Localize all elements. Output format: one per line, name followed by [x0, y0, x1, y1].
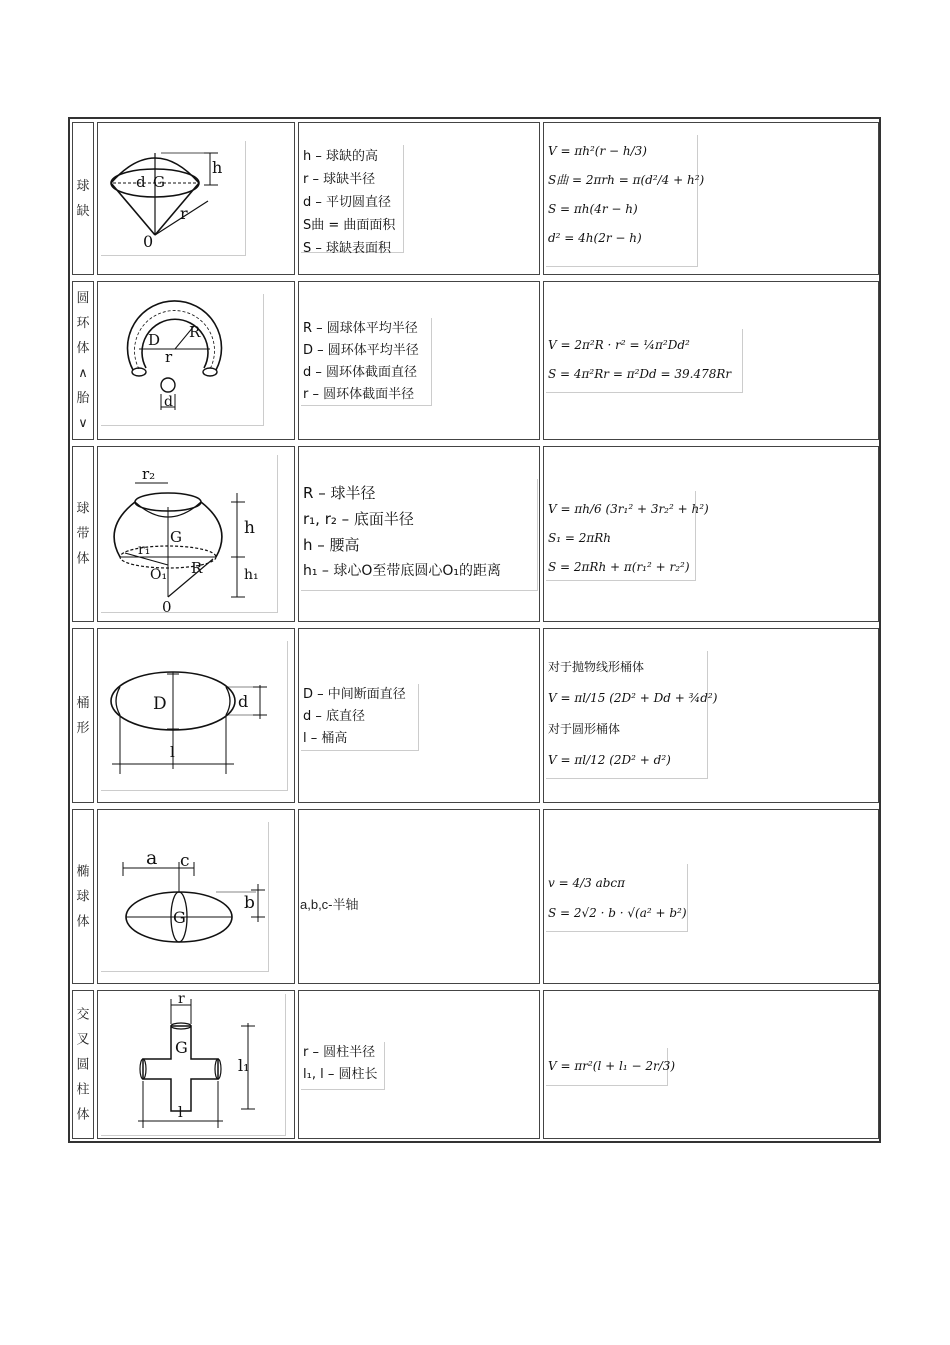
shape-name-cell [72, 628, 94, 803]
figure-cell [97, 990, 295, 1139]
table-row [70, 119, 879, 278]
definition-item: d – 平切圆直径 [303, 195, 392, 210]
barrel-diagram [98, 629, 295, 803]
definition-cell [298, 281, 540, 440]
definition-list [303, 145, 395, 260]
formula-item: S = 4π²Rr = π²Dd = 39.478Rr [548, 367, 732, 381]
label-h: h [244, 518, 255, 538]
definition-item: r – 圆柱半径 [303, 1045, 376, 1060]
definition-list [303, 1042, 377, 1086]
formula-list [548, 652, 717, 776]
table-row [70, 278, 879, 443]
formula-cell [543, 990, 879, 1139]
shape-name-cell [72, 122, 94, 275]
formula-note: 对于圆形桶体 [548, 722, 621, 736]
definition-cell [298, 446, 540, 622]
shape-name: 圆 环 体 ∧ 胎 ∨ [76, 290, 90, 431]
label-r1: r₁ [138, 542, 151, 558]
definition-item: R – 圆球体平均半径 [303, 321, 418, 336]
formula-cell [543, 628, 879, 803]
shape-name: 桶 形 [76, 695, 90, 736]
label-o: 0 [162, 598, 172, 616]
label-l1: l₁ [238, 1056, 250, 1075]
formula-item: V = πr²(l + l₁ − 2r/3) [548, 1059, 676, 1073]
label-o1: O₁ [150, 567, 168, 583]
label-g: G [173, 908, 186, 927]
table-row [70, 987, 879, 1142]
definition-item: D – 中间断面直径 [303, 687, 406, 702]
label-r2: r₂ [142, 465, 156, 483]
label-h: h [212, 158, 223, 177]
formula-item: S = πh(4r − h) [548, 202, 638, 216]
definition-item: D – 圆环体平均半径 [303, 343, 419, 358]
figure-cell [97, 628, 295, 803]
formula-cell [543, 281, 879, 440]
formula-note: 对于抛物线形桶体 [548, 660, 645, 674]
definition-item: a,b,c-半轴 [300, 897, 359, 912]
label-g: G [175, 1038, 188, 1057]
formula-list [548, 331, 731, 389]
formula-cell [543, 809, 879, 984]
label-r: r [180, 204, 188, 223]
formula-item: S = 2√2 · b · √(a² + b²) [548, 906, 687, 920]
definition-item: S – 球缺表面积 [303, 241, 392, 256]
table-row [70, 806, 879, 987]
definition-item: r – 圆环体截面半径 [303, 387, 415, 402]
label-l: l [170, 743, 175, 761]
formula-item: V = πh/6 (3r₁² + 3r₂² + h²) [548, 502, 709, 516]
label-d: d [136, 173, 146, 191]
definition-cell [298, 809, 540, 984]
figure-cell [97, 122, 295, 275]
spherical-zone-diagram [98, 447, 295, 622]
formula-item: V = πh²(r − h/3) [548, 144, 647, 158]
shape-name: 交 叉 圆 柱 体 [76, 1007, 90, 1122]
shape-name-cell [72, 990, 94, 1139]
definition-list [303, 684, 406, 750]
formula-item: S曲 = 2πrh = π(d²/4 + h²) [548, 173, 705, 187]
definition-list [303, 318, 419, 406]
formula-cell [543, 122, 879, 275]
formula-table [68, 117, 881, 1143]
formula-list [548, 137, 704, 253]
definition-item: l₁, l – 圆柱长 [303, 1067, 378, 1082]
definition-item: h – 腰高 [303, 536, 360, 554]
definition-item: h₁ – 球心O至带底圆心O₁的距离 [303, 563, 502, 579]
formula-list [548, 495, 709, 582]
definition-item: r – 球缺半径 [303, 172, 376, 187]
ellipsoid-diagram [98, 810, 295, 984]
definition-item: S曲 = 曲面面积 [303, 218, 396, 233]
definition-item: r₁, r₂ – 底面半径 [303, 510, 414, 528]
shape-name: 椭 球 体 [76, 864, 90, 929]
label-D: D [153, 694, 167, 714]
definition-cell [298, 122, 540, 275]
label-R: R [189, 323, 201, 341]
label-d: d [238, 692, 249, 711]
figure-cell [97, 446, 295, 622]
label-R: R [191, 559, 203, 577]
shape-name: 球 缺 [76, 178, 90, 219]
definition-item: l – 桶高 [303, 731, 348, 746]
label-D: D [148, 331, 161, 349]
shape-name: 球 带 体 [76, 501, 90, 567]
label-o: 0 [143, 232, 154, 251]
formula-cell [543, 446, 879, 622]
definition-list [303, 480, 501, 584]
table-row [70, 443, 879, 625]
label-l: l [178, 1103, 183, 1121]
formula-item: d² = 4h(2r − h) [548, 231, 642, 245]
label-r: r [178, 991, 185, 1007]
figure-cell [97, 809, 295, 984]
torus-diagram [98, 282, 295, 440]
label-r: r [165, 348, 173, 366]
label-a: a [146, 847, 158, 869]
label-d: d [164, 394, 173, 410]
definition-item: d – 圆环体截面直径 [303, 365, 418, 380]
definition-cell [298, 990, 540, 1139]
table-row [70, 625, 879, 806]
shape-name-cell [72, 809, 94, 984]
definition-cell [298, 628, 540, 803]
formula-item: V = 2π²R · r² = ¼π²Dd² [548, 338, 690, 352]
formula-item: V = πl/15 (2D² + Dd + ¾d²) [548, 691, 718, 705]
figure-cell [97, 281, 295, 440]
cross-cylinder-diagram [98, 991, 295, 1139]
formula-list [548, 1052, 675, 1081]
spherical-cap-diagram [98, 123, 295, 275]
shape-name-cell [72, 446, 94, 622]
formula-item: S = 2πRh + π(r₁² + r₂²) [548, 560, 690, 574]
formula-item: S₁ = 2πRh [548, 531, 611, 545]
shape-name-cell [72, 281, 94, 440]
definition-item: h – 球缺的高 [303, 149, 379, 164]
label-g: G [153, 173, 165, 191]
definition-item: R – 球半径 [303, 484, 376, 502]
label-g: G [170, 528, 182, 546]
formula-item: V = πl/12 (2D² + d²) [548, 753, 671, 767]
formula-list [548, 868, 687, 928]
label-c: c [180, 851, 190, 871]
label-h1: h₁ [244, 567, 259, 583]
formula-item: v = 4/3 abcπ [548, 876, 626, 890]
label-b: b [244, 893, 255, 913]
definition-item: d – 底直径 [303, 709, 366, 724]
